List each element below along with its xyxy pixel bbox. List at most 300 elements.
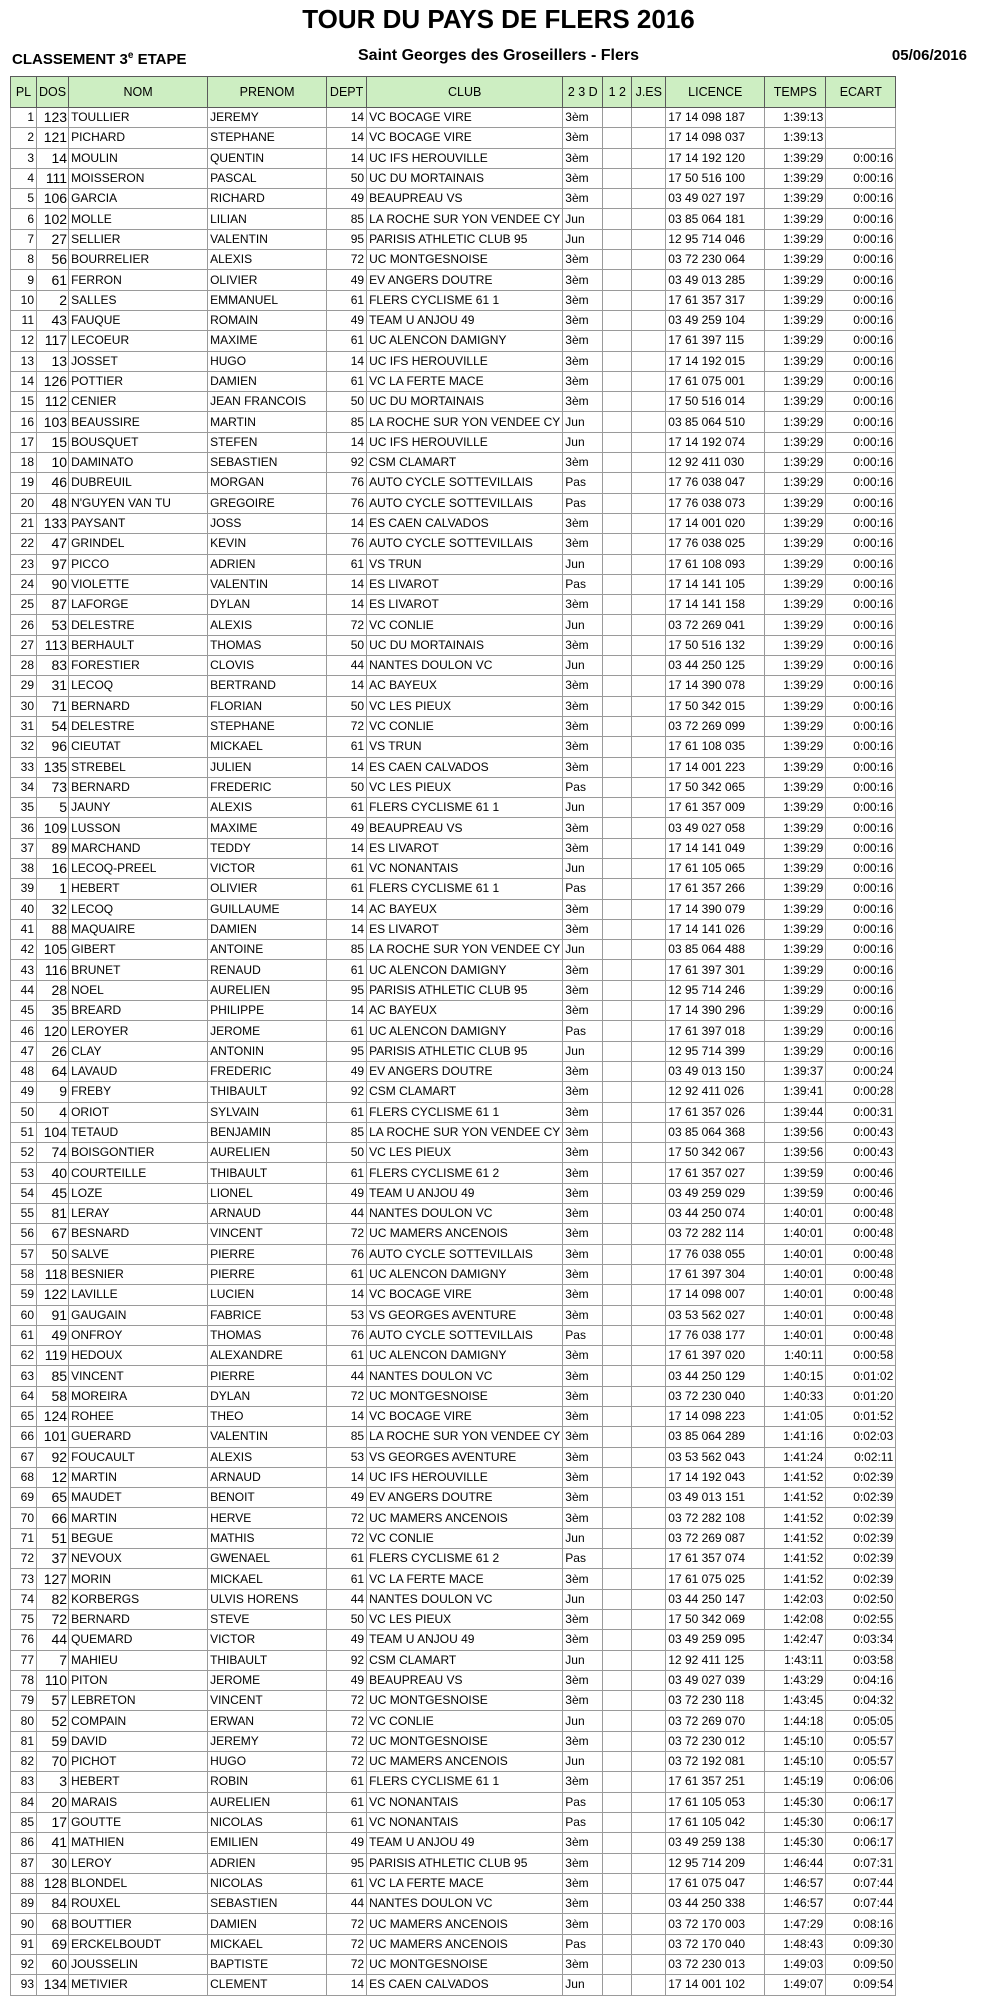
cell-nom: MARTIN [69,1508,208,1528]
cell-club: EV ANGERS DOUTRE [367,1488,563,1508]
cell-club: LA ROCHE SUR YON VENDEE CY [367,1122,563,1142]
table-row [11,1914,896,1934]
cell-jes [632,1467,666,1487]
table-row [11,128,896,148]
cell-ecart: 0:09:30 [826,1934,896,1954]
cell-pl: 24 [11,574,37,594]
cell-ecart: 0:02:39 [826,1528,896,1548]
cell-licence: 17 61 108 093 [666,554,765,574]
cell-nom: GOUTTE [69,1812,208,1832]
cell-licence: 03 72 269 070 [666,1711,765,1731]
cell-pl: 10 [11,290,37,310]
cell-pl: 81 [11,1731,37,1751]
cell-club: UC IFS HEROUVILLE [367,1467,563,1487]
cell-dept: 92 [327,1650,367,1670]
cell-temps: 1:45:30 [765,1833,826,1853]
cell-club: AC BAYEUX [367,899,563,919]
cell-dos: 4 [37,1102,69,1122]
cell-dept: 95 [327,229,367,249]
cell-c12 [603,148,632,168]
cell-c12 [603,1244,632,1264]
cell-dos: 35 [37,1001,69,1021]
cell-nom: DAVID [69,1731,208,1751]
cell-dept: 49 [327,818,367,838]
cell-cat: Pas [563,777,603,797]
cell-nom: MARAIS [69,1792,208,1812]
cell-club: VS GEORGES AVENTURE [367,1305,563,1325]
cell-ecart: 0:00:16 [826,574,896,594]
cell-dos: 112 [37,392,69,412]
cell-prenom: ALEXIS [208,798,327,818]
cell-cat: 3èm [563,1609,603,1629]
cell-nom: BOISGONTIER [69,1143,208,1163]
cell-dept: 72 [327,1955,367,1975]
cell-dept: 85 [327,940,367,960]
cell-prenom: BENOIT [208,1488,327,1508]
cell-c12 [603,737,632,757]
cell-licence: 17 61 357 074 [666,1549,765,1569]
cell-c12 [603,696,632,716]
cell-dos: 59 [37,1731,69,1751]
cell-c12 [603,595,632,615]
cell-jes [632,351,666,371]
cell-club: LA ROCHE SUR YON VENDEE CY [367,209,563,229]
cell-pl: 1 [11,108,37,128]
cell-temps: 1:45:30 [765,1792,826,1812]
cell-temps: 1:39:29 [765,148,826,168]
cell-nom: LECOQ [69,899,208,919]
cell-dos: 54 [37,716,69,736]
cell-nom: LEROYER [69,1021,208,1041]
column-header-prenom: PRENOM [208,77,327,108]
cell-pl: 67 [11,1447,37,1467]
cell-nom: MAQUAIRE [69,919,208,939]
cell-nom: SELLIER [69,229,208,249]
cell-c12 [603,1285,632,1305]
cell-prenom: ADRIEN [208,554,327,574]
table-row [11,1061,896,1081]
cell-dept: 76 [327,473,367,493]
table-row [11,940,896,960]
classement-superscript: e [127,50,134,61]
cell-c12 [603,676,632,696]
cell-ecart [826,108,896,128]
cell-jes [632,1325,666,1345]
cell-prenom: OLIVIER [208,270,327,290]
cell-club: BEAUPREAU VS [367,818,563,838]
cell-pl: 90 [11,1914,37,1934]
table-row [11,1589,896,1609]
cell-prenom: THOMAS [208,635,327,655]
cell-licence: 03 85 064 510 [666,412,765,432]
cell-pl: 21 [11,513,37,533]
cell-c12 [603,1853,632,1873]
cell-club: VC LA FERTE MACE [367,1569,563,1589]
cell-temps: 1:48:43 [765,1934,826,1954]
cell-jes [632,432,666,452]
cell-dept: 61 [327,1569,367,1589]
cell-pl: 87 [11,1853,37,1873]
cell-c12 [603,108,632,128]
cell-club: LA ROCHE SUR YON VENDEE CY [367,940,563,960]
cell-ecart: 0:07:44 [826,1873,896,1893]
cell-dos: 20 [37,1792,69,1812]
cell-temps: 1:40:01 [765,1305,826,1325]
cell-pl: 50 [11,1102,37,1122]
cell-club: EV ANGERS DOUTRE [367,270,563,290]
cell-club: UC ALENCON DAMIGNY [367,331,563,351]
cell-pl: 46 [11,1021,37,1041]
cell-c12 [603,1833,632,1853]
cell-pl: 38 [11,858,37,878]
cell-cat: 3èm [563,1224,603,1244]
cell-pl: 86 [11,1833,37,1853]
cell-jes [632,270,666,290]
cell-dos: 74 [37,1143,69,1163]
cell-dept: 72 [327,250,367,270]
date-label: 05/06/2016 [891,47,967,64]
cell-temps: 1:40:01 [765,1264,826,1284]
cell-club: TEAM U ANJOU 49 [367,310,563,330]
cell-club: CSM CLAMART [367,1650,563,1670]
table-row [11,899,896,919]
cell-club: UC MAMERS ANCENOIS [367,1508,563,1528]
cell-jes [632,838,666,858]
cell-c12 [603,554,632,574]
cell-dept: 85 [327,1122,367,1142]
cell-pl: 3 [11,148,37,168]
cell-pl: 22 [11,534,37,554]
cell-dept: 50 [327,1143,367,1163]
cell-temps: 1:41:52 [765,1549,826,1569]
cell-nom: GARCIA [69,189,208,209]
cell-jes [632,1386,666,1406]
cell-dept: 61 [327,1021,367,1041]
cell-temps: 1:40:01 [765,1224,826,1244]
cell-dos: 73 [37,777,69,797]
cell-c12 [603,838,632,858]
cell-prenom: PASCAL [208,168,327,188]
column-header-dept: DEPT [327,77,367,108]
cell-licence: 17 61 075 047 [666,1873,765,1893]
cell-dos: 109 [37,818,69,838]
table-row [11,1264,896,1284]
cell-ecart: 0:02:39 [826,1467,896,1487]
cell-c12 [603,1122,632,1142]
cell-licence: 17 14 141 026 [666,919,765,939]
cell-pl: 73 [11,1569,37,1589]
cell-jes [632,534,666,554]
cell-prenom: ARNAUD [208,1204,327,1224]
cell-prenom: FLORIAN [208,696,327,716]
cell-pl: 85 [11,1812,37,1832]
cell-prenom: VALENTIN [208,229,327,249]
cell-jes [632,331,666,351]
table-row [11,858,896,878]
table-row [11,1894,896,1914]
cell-prenom: FABRICE [208,1305,327,1325]
cell-temps: 1:40:01 [765,1244,826,1264]
cell-dos: 81 [37,1204,69,1224]
cell-club: VC LES PIEUX [367,777,563,797]
cell-cat: 3èm [563,250,603,270]
cell-prenom: ERWAN [208,1711,327,1731]
cell-dept: 72 [327,1752,367,1772]
cell-temps: 1:45:10 [765,1752,826,1772]
table-row [11,1143,896,1163]
cell-licence: 03 44 250 074 [666,1204,765,1224]
cell-pl: 64 [11,1386,37,1406]
cell-dept: 50 [327,1609,367,1629]
cell-temps: 1:49:03 [765,1955,826,1975]
cell-club: FLERS CYCLISME 61 1 [367,798,563,818]
cell-temps: 1:40:11 [765,1346,826,1366]
cell-dept: 61 [327,371,367,391]
cell-club: NANTES DOULON VC [367,1366,563,1386]
cell-licence: 17 50 342 015 [666,696,765,716]
cell-jes [632,1549,666,1569]
cell-nom: JOSSET [69,351,208,371]
cell-nom: KORBERGS [69,1589,208,1609]
cell-cat: 3èm [563,1204,603,1224]
cell-ecart: 0:00:16 [826,1021,896,1041]
cell-c12 [603,1508,632,1528]
cell-temps: 1:39:29 [765,919,826,939]
cell-cat: 3èm [563,453,603,473]
cell-dept: 50 [327,168,367,188]
cell-temps: 1:39:29 [765,229,826,249]
cell-dept: 72 [327,615,367,635]
cell-prenom: STEPHANE [208,128,327,148]
cell-pl: 33 [11,757,37,777]
table-row [11,1427,896,1447]
cell-prenom: STEVE [208,1609,327,1629]
cell-club: TEAM U ANJOU 49 [367,1833,563,1853]
cell-c12 [603,656,632,676]
table-row [11,189,896,209]
cell-ecart: 0:02:55 [826,1609,896,1629]
table-row [11,1792,896,1812]
cell-temps: 1:39:29 [765,189,826,209]
cell-ecart: 0:00:43 [826,1122,896,1142]
cell-temps: 1:39:41 [765,1082,826,1102]
table-row [11,1244,896,1264]
cell-club: UC MAMERS ANCENOIS [367,1934,563,1954]
cell-c12 [603,1224,632,1244]
cell-pl: 18 [11,453,37,473]
cell-dept: 49 [327,189,367,209]
cell-cat: 3èm [563,290,603,310]
cell-cat: Pas [563,1934,603,1954]
cell-prenom: DYLAN [208,1386,327,1406]
cell-licence: 17 61 397 304 [666,1264,765,1284]
cell-ecart: 0:00:16 [826,331,896,351]
cell-dos: 10 [37,453,69,473]
results-table [10,76,896,1996]
cell-dept: 44 [327,1204,367,1224]
cell-jes [632,1731,666,1751]
cell-nom: FAUQUE [69,310,208,330]
cell-prenom: MICKAEL [208,1569,327,1589]
cell-dos: 43 [37,310,69,330]
table-row [11,209,896,229]
cell-ecart: 0:02:39 [826,1508,896,1528]
cell-jes [632,757,666,777]
cell-dos: 91 [37,1305,69,1325]
cell-jes [632,919,666,939]
cell-pl: 44 [11,980,37,1000]
cell-dept: 14 [327,1467,367,1487]
cell-dept: 72 [327,1731,367,1751]
cell-licence: 17 76 038 025 [666,534,765,554]
cell-dept: 61 [327,1772,367,1792]
cell-ecart: 0:00:16 [826,696,896,716]
cell-temps: 1:39:29 [765,554,826,574]
table-row [11,331,896,351]
cell-temps: 1:39:29 [765,168,826,188]
table-row [11,554,896,574]
cell-dept: 14 [327,1975,367,1995]
cell-nom: COURTEILLE [69,1163,208,1183]
cell-pl: 80 [11,1711,37,1731]
cell-dos: 83 [37,656,69,676]
cell-c12 [603,453,632,473]
cell-licence: 03 72 192 081 [666,1752,765,1772]
column-header-temps: TEMPS [765,77,826,108]
cell-nom: CIEUTAT [69,737,208,757]
cell-jes [632,1955,666,1975]
cell-nom: MARCHAND [69,838,208,858]
cell-licence: 17 50 342 069 [666,1609,765,1629]
cell-cat: 3èm [563,757,603,777]
cell-prenom: PIERRE [208,1264,327,1284]
cell-nom: VIOLETTE [69,574,208,594]
table-row [11,432,896,452]
table-row [11,1467,896,1487]
cell-pl: 27 [11,635,37,655]
cell-pl: 56 [11,1224,37,1244]
cell-prenom: JOSS [208,513,327,533]
cell-cat: 3èm [563,1122,603,1142]
cell-dos: 85 [37,1366,69,1386]
cell-club: VC CONLIE [367,615,563,635]
cell-nom: SALLES [69,290,208,310]
cell-ecart: 0:02:39 [826,1488,896,1508]
cell-c12 [603,1082,632,1102]
cell-jes [632,858,666,878]
cell-licence: 12 95 714 209 [666,1853,765,1873]
cell-dos: 135 [37,757,69,777]
cell-licence: 17 76 038 073 [666,493,765,513]
table-row [11,392,896,412]
cell-club: CSM CLAMART [367,453,563,473]
cell-cat: Jun [563,1528,603,1548]
cell-cat: 3èm [563,534,603,554]
cell-ecart: 0:00:16 [826,270,896,290]
cell-cat: Pas [563,473,603,493]
cell-cat: 3èm [563,1873,603,1893]
cell-temps: 1:47:29 [765,1914,826,1934]
cell-dos: 5 [37,798,69,818]
cell-c12 [603,858,632,878]
cell-cat: 3èm [563,1001,603,1021]
cell-club: UC ALENCON DAMIGNY [367,1264,563,1284]
cell-pl: 20 [11,493,37,513]
cell-c12 [603,1488,632,1508]
cell-dept: 61 [327,960,367,980]
cell-prenom: FREDERIC [208,777,327,797]
cell-dos: 64 [37,1061,69,1081]
table-row [11,1853,896,1873]
cell-nom: METIVIER [69,1975,208,1995]
cell-jes [632,1001,666,1021]
cell-nom: STREBEL [69,757,208,777]
cell-licence: 17 61 108 035 [666,737,765,757]
cell-club: VC BOCAGE VIRE [367,108,563,128]
cell-jes [632,1061,666,1081]
cell-prenom: LILIAN [208,209,327,229]
cell-nom: CLAY [69,1041,208,1061]
cell-nom: GIBERT [69,940,208,960]
cell-pl: 89 [11,1894,37,1914]
cell-jes [632,1224,666,1244]
table-row [11,1041,896,1061]
cell-ecart: 0:06:06 [826,1772,896,1792]
cell-club: AUTO CYCLE SOTTEVILLAIS [367,1244,563,1264]
cell-dos: 26 [37,1041,69,1061]
cell-licence: 17 14 098 187 [666,108,765,128]
cell-ecart: 0:00:16 [826,412,896,432]
cell-temps: 1:39:29 [765,250,826,270]
cell-club: FLERS CYCLISME 61 1 [367,290,563,310]
table-row [11,798,896,818]
cell-temps: 1:39:13 [765,128,826,148]
table-row [11,1285,896,1305]
cell-cat: 3èm [563,1346,603,1366]
cell-licence: 17 61 075 025 [666,1569,765,1589]
cell-licence: 03 49 259 138 [666,1833,765,1853]
cell-nom: NEVOUX [69,1549,208,1569]
cell-dos: 116 [37,960,69,980]
cell-nom: FORESTIER [69,656,208,676]
cell-licence: 17 14 390 079 [666,899,765,919]
cell-jes [632,189,666,209]
cell-dept: 61 [327,1102,367,1122]
cell-c12 [603,534,632,554]
cell-dos: 31 [37,676,69,696]
cell-club: UC DU MORTAINAIS [367,392,563,412]
cell-temps: 1:44:18 [765,1711,826,1731]
cell-nom: MATHIEN [69,1833,208,1853]
cell-licence: 03 72 170 040 [666,1934,765,1954]
cell-c12 [603,1366,632,1386]
cell-dos: 82 [37,1589,69,1609]
cell-dos: 87 [37,595,69,615]
cell-pl: 51 [11,1122,37,1142]
cell-prenom: JEREMY [208,108,327,128]
cell-cat: 3èm [563,635,603,655]
cell-dos: 122 [37,1285,69,1305]
cell-temps: 1:40:01 [765,1285,826,1305]
cell-licence: 03 72 282 108 [666,1508,765,1528]
cell-temps: 1:39:29 [765,899,826,919]
cell-ecart: 0:00:48 [826,1244,896,1264]
cell-club: VS GEORGES AVENTURE [367,1447,563,1467]
cell-ecart: 0:00:28 [826,1082,896,1102]
cell-ecart: 0:00:16 [826,777,896,797]
cell-pl: 25 [11,595,37,615]
cell-licence: 17 61 105 042 [666,1812,765,1832]
